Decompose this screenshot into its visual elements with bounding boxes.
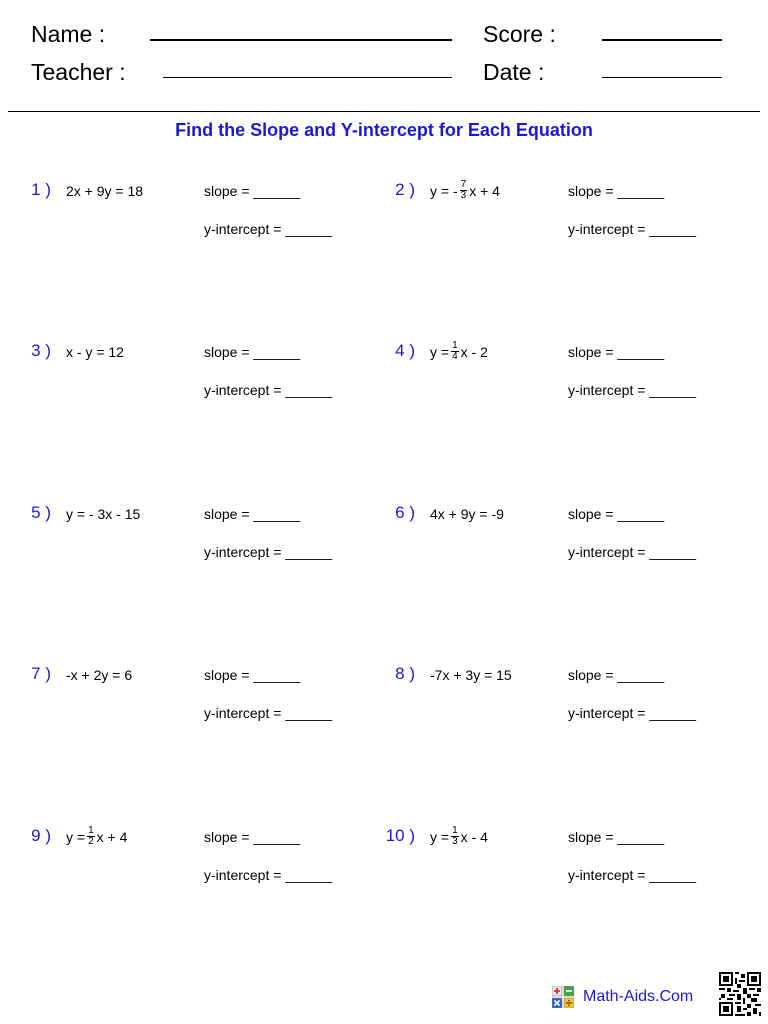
teacher-label: Teacher : — [31, 59, 126, 85]
date-input-line[interactable] — [602, 77, 722, 78]
equation-suffix: x + 4 — [469, 183, 500, 200]
slope-answer[interactable]: slope = ______ — [204, 183, 301, 199]
equation-suffix: x + 4 — [96, 829, 128, 846]
problem-5 — [11, 503, 391, 583]
slope-answer[interactable]: slope = ______ — [568, 183, 665, 199]
problem-3 — [11, 341, 391, 421]
slope-answer[interactable]: slope = ______ — [204, 667, 301, 683]
equation-suffix: x - 4 — [460, 829, 488, 846]
problem-6 — [375, 503, 755, 583]
equation-prefix: y = — [430, 829, 450, 846]
equation-prefix: y = - — [430, 183, 458, 200]
problem-number: 6 ) — [395, 503, 415, 522]
equation-fraction — [460, 180, 468, 201]
equation-fraction — [451, 826, 459, 847]
yintercept-answer[interactable]: y-intercept = ______ — [204, 705, 333, 721]
problem-number: 10 ) — [385, 826, 415, 845]
slope-answer[interactable]: slope = ______ — [568, 344, 665, 360]
problem-number: 5 ) — [31, 503, 51, 522]
fraction-numerator: 1 — [452, 340, 458, 351]
math-operators-logo-icon — [552, 986, 574, 1008]
problem-7 — [11, 664, 391, 744]
equation-suffix: x - 2 — [460, 344, 488, 361]
slope-answer[interactable]: slope = ______ — [568, 506, 665, 522]
equation-prefix: y = — [66, 829, 86, 846]
footer-brand: Math-Aids.Com — [583, 988, 694, 1005]
fraction-numerator: 1 — [88, 825, 94, 836]
fraction-denominator: 4 — [452, 351, 458, 362]
problem-4 — [375, 341, 755, 421]
problem-equation: 4x + 9y = -9 — [430, 506, 504, 522]
problem-2 — [375, 180, 755, 260]
problem-equation — [66, 825, 128, 849]
problem-number: 2 ) — [395, 180, 415, 199]
problem-number: 3 ) — [31, 341, 51, 360]
score-input-line[interactable] — [602, 39, 722, 41]
fraction-numerator: 1 — [452, 825, 458, 836]
problem-1 — [11, 180, 391, 260]
worksheet-title: Find the Slope and Y-intercept for Each Equation — [175, 120, 593, 140]
fraction-denominator: 3 — [452, 836, 458, 847]
slope-answer[interactable]: slope = ______ — [204, 829, 301, 845]
yintercept-answer[interactable]: y-intercept = ______ — [204, 221, 333, 237]
problem-number: 7 ) — [31, 664, 51, 683]
header-divider — [8, 111, 760, 112]
problem-equation: y = - 3x - 15 — [66, 506, 141, 522]
problem-equation: x - y = 12 — [66, 344, 124, 360]
problem-8 — [375, 664, 755, 744]
slope-answer[interactable]: slope = ______ — [568, 667, 665, 683]
yintercept-answer[interactable]: y-intercept = ______ — [568, 382, 697, 398]
problem-9 — [11, 826, 391, 906]
date-label: Date : — [483, 59, 545, 85]
problem-equation — [430, 825, 488, 849]
problem-number: 1 ) — [31, 180, 51, 199]
yintercept-answer[interactable]: y-intercept = ______ — [204, 867, 333, 883]
yintercept-answer[interactable]: y-intercept = ______ — [568, 705, 697, 721]
problem-equation: 2x + 9y = 18 — [66, 183, 144, 199]
teacher-input-line[interactable] — [163, 77, 452, 78]
slope-answer[interactable]: slope = ______ — [204, 506, 301, 522]
yintercept-answer[interactable]: y-intercept = ______ — [204, 544, 333, 560]
slope-answer[interactable]: slope = ______ — [568, 829, 665, 845]
problem-number: 9 ) — [31, 826, 51, 845]
score-label: Score : — [483, 21, 556, 47]
problem-equation — [430, 340, 488, 364]
problem-equation: -7x + 3y = 15 — [430, 667, 512, 683]
fraction-denominator: 3 — [460, 190, 467, 201]
problem-equation: -x + 2y = 6 — [66, 667, 133, 683]
equation-fraction — [87, 826, 95, 847]
equation-prefix: y = — [430, 344, 450, 361]
problem-equation — [430, 179, 500, 203]
problem-number: 8 ) — [395, 664, 415, 683]
fraction-denominator: 2 — [88, 836, 94, 847]
qr-code-icon — [719, 972, 761, 1016]
slope-answer[interactable]: slope = ______ — [204, 344, 301, 360]
yintercept-answer[interactable]: y-intercept = ______ — [204, 382, 333, 398]
yintercept-answer[interactable]: y-intercept = ______ — [568, 221, 697, 237]
name-input-line[interactable] — [150, 39, 452, 41]
equation-fraction — [451, 341, 459, 362]
yintercept-answer[interactable]: y-intercept = ______ — [568, 544, 697, 560]
fraction-numerator: 7 — [460, 179, 467, 190]
name-label: Name : — [31, 21, 106, 47]
yintercept-answer[interactable]: y-intercept = ______ — [568, 867, 697, 883]
problem-10 — [375, 826, 755, 906]
problem-number: 4 ) — [395, 341, 415, 360]
